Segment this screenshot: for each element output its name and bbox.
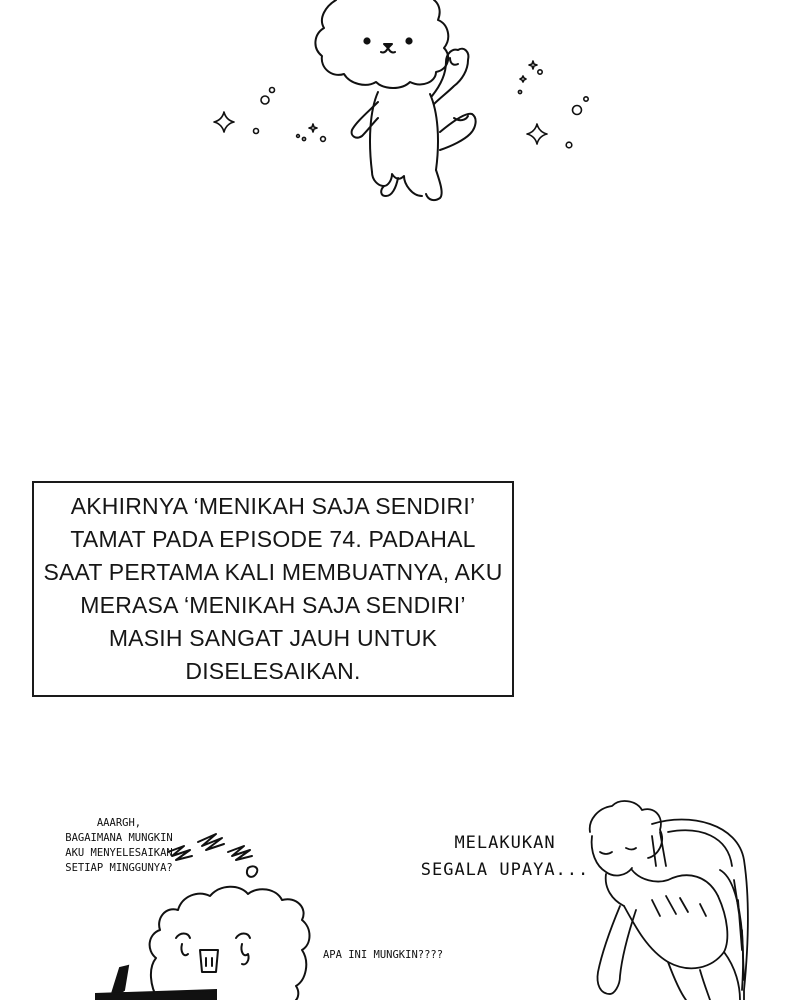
narration-box [32,481,514,697]
sparkle-decorations [214,61,588,148]
narration-text: AKHIRNYA ‘MENIKAH SAJA SENDIRI’ TAMAT PADA EPISODE 74. PADAHAL SAAT PERTAMA KALI MEMBUATNYA, AKU MERASA ‘MENIKAH SAJA SENDIRI’ MASIH SANGAT JAUH UNTUK DISELESAIKAN. [43,493,503,684]
laptop-illustration [96,966,216,1000]
speech-text-apa-ini-mungkin: APA INI MUNGKIN???? [322,949,444,961]
fluffy-dog-illustration [315,0,475,200]
speech-text-melakukan: MELAKUKAN SEGALA UPAYA... [420,833,590,880]
exhausted-man-illustration [590,801,748,1000]
speech-text-aaargh: AAARGH, BAGAIMANA MUNGKIN AKU MENYELESAIKAN SETIAP MINGGUNYA? [65,817,173,874]
